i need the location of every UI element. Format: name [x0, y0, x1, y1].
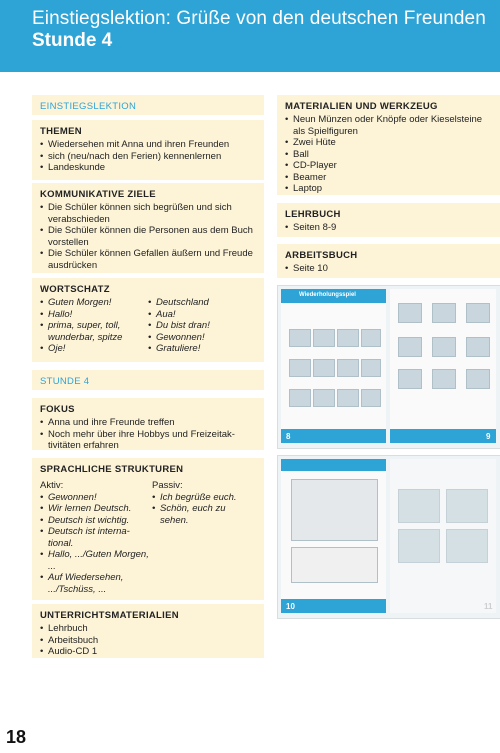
- list-item: • Zwei Hüte: [285, 137, 492, 149]
- illustration: [398, 529, 440, 563]
- themen-box: [32, 120, 264, 180]
- list-item: • Arbeitsbuch: [40, 635, 256, 647]
- themen-title: THEMEN: [40, 126, 82, 137]
- lehrbuch-box: [277, 203, 500, 237]
- list-item: • Landeskunde: [40, 162, 256, 174]
- illustration: [361, 389, 381, 407]
- page-number-10: 10: [286, 602, 295, 611]
- page-number-11: 11: [484, 602, 493, 611]
- illustration: [291, 479, 378, 541]
- list-item: • Gratuliere!: [148, 343, 256, 355]
- arbeitsbuch-box: [277, 244, 500, 278]
- page-heading-band: [281, 459, 386, 471]
- list-item: • Die Schüler können sich begrüßen und sich verabschieden: [40, 202, 256, 225]
- illustration: [361, 329, 381, 347]
- wortschatz-title: WORTSCHATZ: [40, 284, 110, 295]
- illustration: [313, 359, 335, 377]
- list-item: • Schön, euch zu sehen.: [152, 503, 256, 526]
- list-item: • Deutschland: [148, 297, 256, 309]
- arbeitsbuch-title: ARBEITSBUCH: [285, 250, 358, 261]
- passiv-label: Passiv:: [152, 480, 183, 491]
- unterrichtsmaterialien-box: [32, 604, 264, 658]
- strukturen-title: SPRACHLICHE STRUKTUREN: [40, 464, 184, 475]
- page-number: 18: [6, 727, 27, 747]
- page-number-9: 9: [486, 432, 491, 441]
- list-item: • Guten Morgen!: [40, 297, 148, 309]
- passiv-list: [152, 492, 256, 527]
- list-item: • Wiedersehen mit Anna und ihren Freunden: [40, 139, 256, 151]
- workbook-page-10: [281, 459, 386, 613]
- illustration: [337, 389, 359, 407]
- kommunikative-ziele-box: [32, 183, 264, 273]
- illustration: [289, 359, 311, 377]
- list-item: • Seite 10: [285, 263, 492, 275]
- page-number-8: 8: [286, 432, 291, 441]
- wortschatz-list-1: [40, 297, 148, 355]
- list-item: • Seiten 8-9: [285, 222, 492, 234]
- fokus-list: [40, 417, 256, 452]
- wortschatz-list-2: [148, 297, 256, 355]
- list-item: • Noch mehr über ihre Hobbys und Freizeitak-tivitäten erfahren: [40, 429, 256, 452]
- list-item: • Gewonnen!: [148, 332, 256, 344]
- section-title-stunde: STUNDE 4: [40, 376, 90, 387]
- list-item: • Ball: [285, 149, 492, 161]
- list-item: • CD-Player: [285, 160, 492, 172]
- workbook-spread-10-11: [277, 455, 500, 619]
- page-header: [0, 0, 500, 72]
- illustration: [398, 337, 422, 357]
- list-item: • Deutsch ist interna-tional.: [40, 526, 152, 549]
- illustration: [361, 359, 381, 377]
- list-item: • Neun Münzen oder Knöpfe oder Kieselsteine als Spielfiguren: [285, 114, 492, 137]
- illustration: [337, 329, 359, 347]
- illustration: [337, 359, 359, 377]
- list-item: • Lehrbuch: [40, 623, 256, 635]
- strukturen-box: [32, 458, 264, 600]
- werkzeug-list: [285, 114, 492, 195]
- page-footer-band: [281, 429, 386, 443]
- werkzeug-box: [277, 95, 500, 195]
- list-item: • Hallo, .../Guten Morgen, ...: [40, 549, 152, 572]
- illustration: [432, 369, 456, 389]
- list-item: • Hallo!: [40, 309, 148, 321]
- illustration: [291, 547, 378, 583]
- textbook-spread-8-9: [277, 285, 500, 449]
- illustration: [398, 489, 440, 523]
- textbook-page-8: [281, 289, 386, 443]
- materialien-list: [40, 623, 256, 658]
- list-item: • Laptop: [285, 183, 492, 195]
- list-item: • Deutsch ist wichtig.: [40, 515, 152, 527]
- illustration: [398, 303, 422, 323]
- ziele-title: KOMMUNIKATIVE ZIELE: [40, 189, 156, 200]
- fokus-title: FOKUS: [40, 404, 75, 415]
- illustration: [289, 389, 311, 407]
- einstiegslektion-header-box: [32, 95, 264, 115]
- illustration: [313, 389, 335, 407]
- ziele-list: [40, 202, 256, 271]
- section-title-einstiegslektion: EINSTIEGSLEKTION: [40, 101, 137, 112]
- workbook-page-11: [390, 459, 496, 613]
- illustration: [466, 337, 490, 357]
- stunde-header-box: [32, 370, 264, 390]
- materialien-title: UNTERRICHTSMATERIALIEN: [40, 610, 179, 621]
- list-item: • prima, super, toll, wunderbar, spitze: [40, 320, 148, 343]
- list-item: • Aua!: [148, 309, 256, 321]
- aktiv-label: Aktiv:: [40, 480, 64, 491]
- list-item: • sich (neu/nach den Ferien) kennenlernen: [40, 151, 256, 163]
- themen-list: [40, 139, 256, 174]
- list-item: • Auf Wiedersehen, .../Tschüss, ...: [40, 572, 152, 595]
- page-footer-band: [390, 429, 496, 443]
- page-footer-band: [281, 599, 386, 613]
- list-item: • Gewonnen!: [40, 492, 152, 504]
- illustration: [289, 329, 311, 347]
- list-item: • Du bist dran!: [148, 320, 256, 332]
- werkzeug-title: MATERIALIEN UND WERKZEUG: [285, 101, 438, 112]
- illustration: [446, 529, 488, 563]
- illustration: [432, 303, 456, 323]
- list-item: • Die Schüler können die Personen aus dem Buch vorstellen: [40, 225, 256, 248]
- arbeitsbuch-list: [285, 263, 492, 275]
- fokus-box: [32, 398, 264, 450]
- lesson-subtitle: Stunde 4: [32, 30, 113, 51]
- illustration: [313, 329, 335, 347]
- page-heading: Wiederholungsspiel: [299, 292, 356, 298]
- illustration: [432, 337, 456, 357]
- list-item: • Wir lernen Deutsch.: [40, 503, 152, 515]
- list-item: • Die Schüler können Gefallen äußern und Freude ausdrücken: [40, 248, 256, 271]
- list-item: • Ich begrüße euch.: [152, 492, 256, 504]
- textbook-page-9: [390, 289, 496, 443]
- illustration: [398, 369, 422, 389]
- list-item: • Anna und ihre Freunde treffen: [40, 417, 256, 429]
- aktiv-list: [40, 492, 152, 596]
- wortschatz-box: [32, 278, 264, 362]
- illustration: [446, 489, 488, 523]
- list-item: • Audio-CD 1: [40, 646, 256, 658]
- lehrbuch-list: [285, 222, 492, 234]
- lehrbuch-title: LEHRBUCH: [285, 209, 341, 220]
- list-item: • Beamer: [285, 172, 492, 184]
- lesson-title: Einstiegslektion: Grüße von den deutschen Freunden: [32, 8, 486, 29]
- illustration: [466, 369, 490, 389]
- list-item: • Oje!: [40, 343, 148, 355]
- illustration: [466, 303, 490, 323]
